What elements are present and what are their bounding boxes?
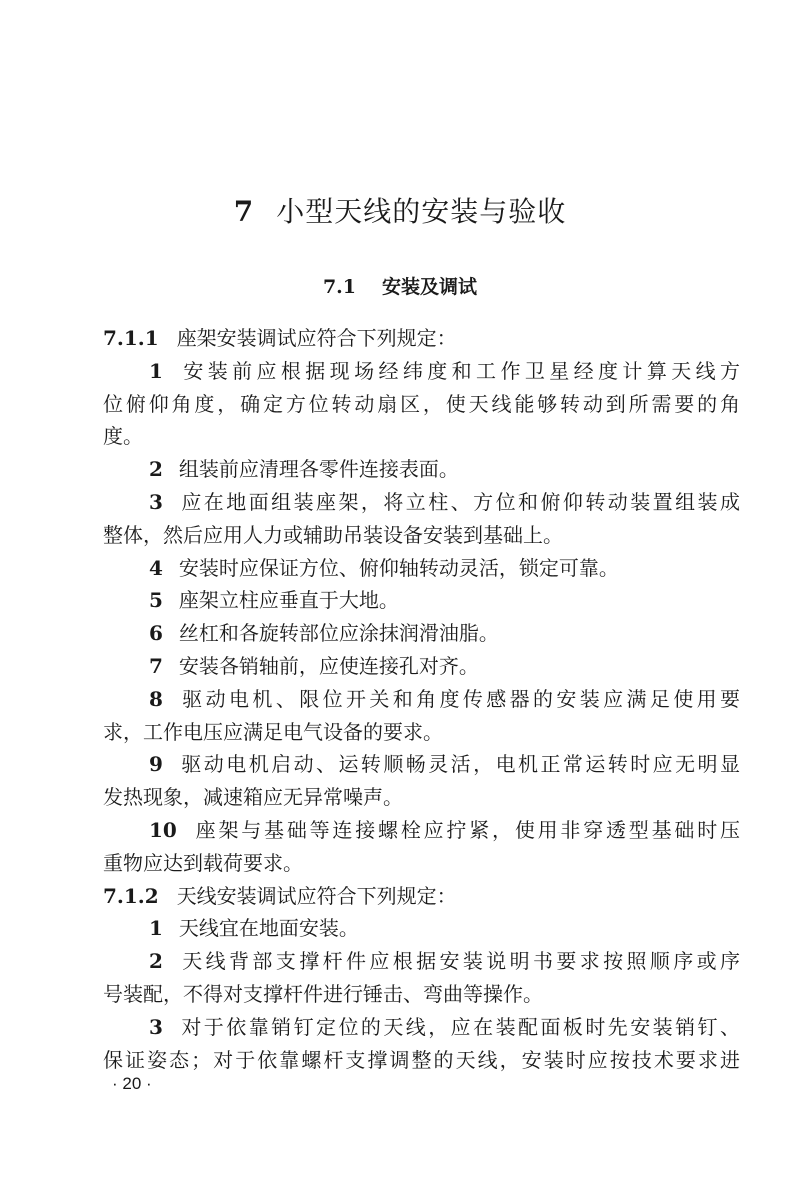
- item-number: 4: [149, 555, 163, 580]
- item-text: 驱动电机启动、运转顺畅灵活，电机正常运转时应无明显: [178, 752, 740, 777]
- list-item-line: [103, 847, 740, 880]
- item-number: 1: [149, 358, 163, 383]
- list-item-line: [103, 584, 740, 617]
- list-item-line: [103, 814, 740, 847]
- list-item-line: [103, 945, 740, 978]
- list-item-line: [103, 617, 740, 650]
- clause-text: 座架安装调试应符合下列规定：: [176, 326, 457, 350]
- chapter-number: 7: [233, 195, 255, 228]
- list-item-line: [103, 978, 740, 1011]
- item-number: 6: [149, 621, 163, 646]
- list-item-line: [103, 1044, 740, 1077]
- item-number: 8: [149, 686, 163, 711]
- item-text: 座架立柱应垂直于大地。: [178, 588, 399, 613]
- item-text: 发热现象，减速箱应无异常噪声。: [103, 785, 403, 810]
- item-text: 求，工作电压应满足电气设备的要求。: [103, 719, 443, 744]
- item-text: 天线宜在地面安装。: [178, 916, 359, 941]
- item-number: 9: [149, 752, 163, 777]
- item-number: 3: [149, 1014, 163, 1039]
- clause-heading: [103, 880, 740, 913]
- chapter-title: [0, 190, 800, 230]
- list-item-line: [103, 912, 740, 945]
- item-text: 重物应达到载荷要求。: [103, 850, 303, 875]
- item-text: 安装前应根据现场经纬度和工作卫星经度计算天线方: [178, 358, 740, 383]
- list-item-line: [103, 519, 740, 552]
- list-item-line: [103, 748, 740, 781]
- list-item-line: [103, 1011, 740, 1044]
- list-item-line: [103, 388, 740, 421]
- list-item-line: [103, 650, 740, 683]
- item-text: 整体，然后应用人力或辅助吊装设备安装到基础上。: [103, 522, 563, 547]
- item-text: 度。: [103, 424, 143, 449]
- chapter-title-text: 小型天线的安装与验收: [276, 195, 567, 228]
- item-number: 2: [149, 949, 163, 974]
- item-number: 1: [149, 916, 163, 941]
- item-text: 驱动电机、限位开关和角度传感器的安装应满足使用要: [178, 686, 740, 711]
- list-item-line: [103, 716, 740, 749]
- item-text: 丝杠和各旋转部位应涂抹润滑油脂。: [178, 621, 499, 646]
- clause-number: 7.1.1: [103, 326, 159, 350]
- item-number: 10: [149, 817, 177, 842]
- item-number: 7: [149, 653, 163, 678]
- section-title-text: 安装及调试: [382, 276, 478, 298]
- item-text: 号装配，不得对支撑杆件进行锤击、弯曲等操作。: [103, 981, 543, 1006]
- clause-heading: [103, 322, 740, 355]
- list-item-line: [103, 453, 740, 486]
- document-body: [103, 322, 740, 1076]
- item-text: 位俯仰角度，确定方位转动扇区，使天线能够转动到所需要的角: [103, 391, 740, 416]
- list-item-line: [103, 781, 740, 814]
- item-text: 安装时应保证方位、俯仰轴转动灵活，锁定可靠。: [178, 555, 619, 580]
- section-number: 7.1: [322, 276, 357, 298]
- list-item-line: [103, 420, 740, 453]
- list-item-line: [103, 486, 740, 519]
- item-number: 2: [149, 457, 163, 482]
- item-text: 座架与基础等连接螺栓应拧紧，使用非穿透型基础时压: [192, 817, 740, 842]
- list-item-line: [103, 683, 740, 716]
- item-text: 安装各销轴前，应使连接孔对齐。: [178, 653, 479, 678]
- item-number: 3: [149, 489, 163, 514]
- item-text: 对于依靠销钉定位的天线，应在装配面板时先安装销钉、: [178, 1014, 740, 1039]
- clause-number: 7.1.2: [103, 883, 159, 908]
- item-text: 天线背部支撑杆件应根据安装说明书要求按照顺序或序: [178, 949, 740, 974]
- item-text: 组装前应清理各零件连接表面。: [178, 457, 459, 482]
- item-text: 应在地面组装座架，将立柱、方位和俯仰转动装置组装成: [178, 489, 740, 514]
- page-number: · 20 ·: [112, 1074, 152, 1093]
- item-text: 保证姿态；对于依靠螺杆支撑调整的天线，安装时应按技术要求进: [103, 1047, 740, 1072]
- list-item-line: [103, 552, 740, 585]
- item-number: 5: [149, 588, 163, 613]
- section-heading: [0, 272, 800, 299]
- clause-text: 天线安装调试应符合下列规定：: [176, 883, 457, 908]
- list-item-line: [103, 355, 740, 388]
